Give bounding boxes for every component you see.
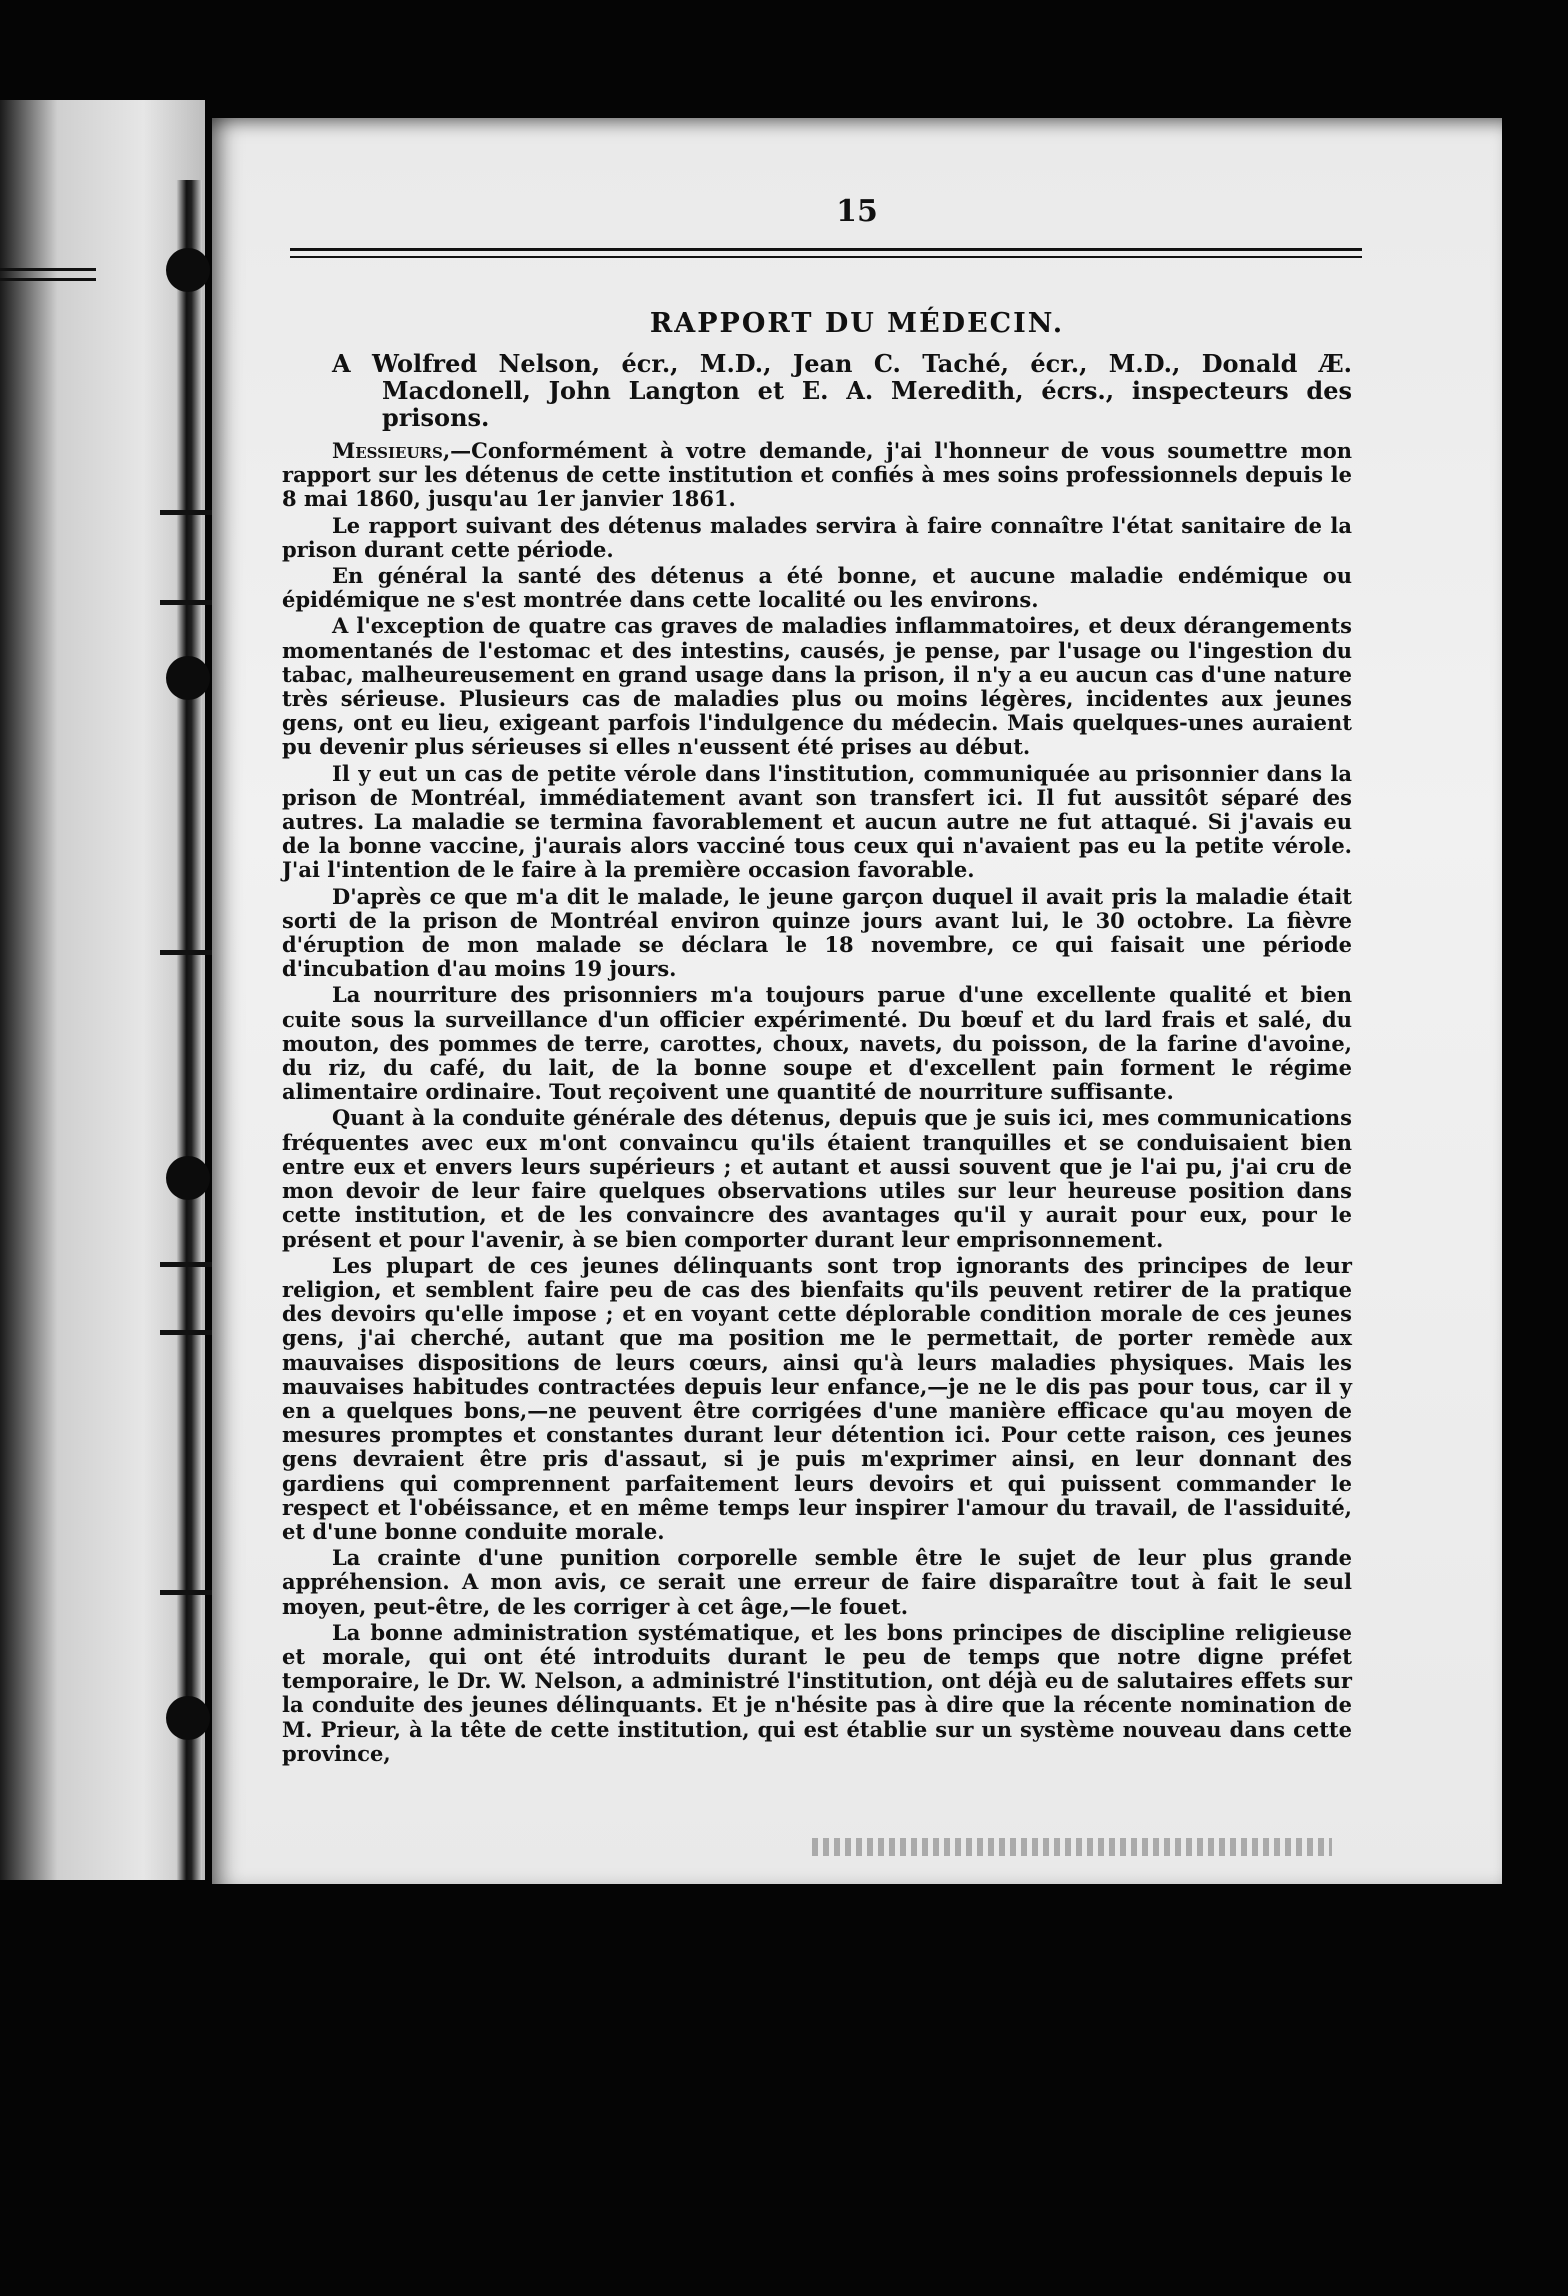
binding-tick — [160, 600, 216, 605]
paragraph: La crainte d'une punition corporelle semble être le sujet de leur plus grande appréhension. A mon avis, ce serait une erreur de faire disparaître tout à fait le seul moyen, peut-être, de les corriger à cet âge,—le fouet. — [282, 1545, 1352, 1619]
binding-tick — [160, 1330, 216, 1335]
binding-bead — [166, 1156, 210, 1200]
fragment-rule — [0, 278, 96, 281]
paragraph: A l'exception de quatre cas graves de maladies inflammatoires, et deux dérangements momentanés de l'estomac et des intestins, causés, je pense, par l'usage ou l'ingestion du tabac, malheureusement en grand usage dans la prison, il n'y a eu aucun cas d'une nature très sérieuse. Plusieurs cas de maladies plus ou moins légères, incidentes aux jeunes gens, ont eu lieu, exigeant parfois l'indulgence du médecin. Mais quelques-unes auraient pu devenir plus sérieuses si elles n'eussent été prises au début. — [282, 613, 1352, 760]
header-rule — [290, 248, 1362, 251]
binding-bead — [166, 656, 210, 700]
binding-strip — [176, 180, 202, 1880]
binding-tick — [160, 1262, 216, 1267]
paragraph: Il y eut un cas de petite vérole dans l'institution, communiquée au prisonnier dans la prison de Montréal, immédiatement avant son transfert ici. Il fut aussitôt séparé des autres. La maladie se termina favorablement et aucun autre ne fut attaqué. Si j'avais eu de la bonne vaccine, j'aurais alors vacciné tous ceux qui n'avaient pas eu la petite vérole. J'ai l'intention de le faire à la première occasion favorable. — [282, 760, 1352, 883]
binding-tick — [160, 1590, 216, 1595]
binding-bead — [166, 1696, 210, 1740]
binding-bead — [166, 248, 210, 292]
paragraph — [282, 439, 1352, 512]
salutation: Messieurs, — [332, 438, 451, 463]
report-body — [282, 350, 1352, 1768]
paragraph: Le rapport suivant des détenus malades servira à faire connaître l'état sanitaire de la prison durant cette période. — [282, 512, 1352, 562]
adjacent-page-fragment — [0, 100, 205, 1880]
address-line: A Wolfred Nelson, écr., M.D., Jean C. Taché, écr., M.D., Donald Æ. Macdonell, John Langton et E. A. Meredith, écrs., inspecteurs des prisons. — [332, 349, 1352, 432]
paragraph: La nourriture des prisonniers m'a toujours parue d'une excellente qualité et bien cuite sous la surveillance d'un officier expérimenté. Du bœuf et du lard frais et salé, du mouton, des pommes de terre, carottes, choux, navets, du poisson, de la farine d'avoine, du riz, du café, du lait, de la bonne soupe et d'excellent pain forment le régime alimentaire ordinaire. Tout reçoivent une quantité de nourriture suffisante. — [282, 982, 1352, 1105]
fragment-rule — [0, 268, 96, 271]
binding-tick — [160, 510, 216, 515]
paragraph-text: —Conformément à votre demande, j'ai l'honneur de vous soumettre mon rapport sur les détenus de cette institution et confiés à mes soins professionnels depuis le 8 mai 1860, jusqu'au 1er janvier 1861. — [282, 438, 1352, 512]
paragraph: Quant à la conduite générale des détenus, depuis que je suis ici, mes communications fréquentes avec eux m'ont convaincu qu'ils étaient tranquilles et se conduisaient bien entre eux et envers leurs supérieurs ; et autant et aussi souvent que je l'ai pu, j'ai cru de mon devoir de leur faire quelques observations utiles sur leur heureuse position dans cette institution, et de les convaincre des avantages qu'il y aurait pour eux, pour le présent et pour l'avenir, à se bien comporter durant leur emprisonnement. — [282, 1105, 1352, 1252]
paragraph: D'après ce que m'a dit le malade, le jeune garçon duquel il avait pris la maladie était sorti de la prison de Montréal environ quinze jours avant lui, le 30 octobre. La fièvre d'éruption de mon malade se déclara le 18 novembre, ce qui faisait une période d'incubation d'au moins 19 jours. — [282, 883, 1352, 982]
paragraph: La bonne administration systématique, et les bons principes de discipline religieuse et morale, qui ont été introduits durant le peu de temps que notre digne préfet temporaire, le Dr. W. Nelson, a administré l'institution, ont déjà eu de salutaires effets sur la conduite des jeunes délinquants. Et je n'hésite pas à dire que la récente nomination de M. Prieur, à la tête de cette institution, qui est établie sur un système nouveau dans cette province, — [282, 1619, 1352, 1766]
report-title: RAPPORT DU MÉDECIN. — [649, 308, 1065, 339]
header-rule — [290, 256, 1362, 258]
paragraph: Les plupart de ces jeunes délinquants sont trop ignorants des principes de leur religion, et semblent faire peu de cas des bienfaits qu'ils peuvent retirer de la pratique des devoirs qu'elle impose ; et en voyant cette déplorable condition morale de ces jeunes gens, j'ai cherché, autant que ma position me le permettait, de porter remède aux mauvaises dispositions de leurs cœurs, ainsi qu'à leurs maladies physiques. Mais les mauvaises habitudes contractées depuis leur enfance,—je ne le dis pas pour tous, car il y en a quelques bons,—ne peuvent être corrigées d'une manière efficace qu'au moyen de mesures promptes et constantes durant leur détention ici. Pour cette raison, ces jeunes gens devraient être pris d'assaut, si je puis m'exprimer ainsi, en leur donnant des gardiens qui comprennent parfaitement leurs devoirs et qui puissent commander le respect et l'obéissance, et en même temps leur inspirer l'amour du travail, de l'assiduité, et d'une bonne conduite morale. — [282, 1252, 1352, 1544]
binding-tick — [160, 950, 216, 955]
bleed-through-text — [812, 1838, 1332, 1856]
page-number: 15 — [836, 194, 878, 229]
paragraph: En général la santé des détenus a été bonne, et aucune maladie endémique ou épidémique ne s'est montrée dans cette localité ou les environs. — [282, 563, 1352, 613]
document-page — [212, 118, 1502, 1884]
